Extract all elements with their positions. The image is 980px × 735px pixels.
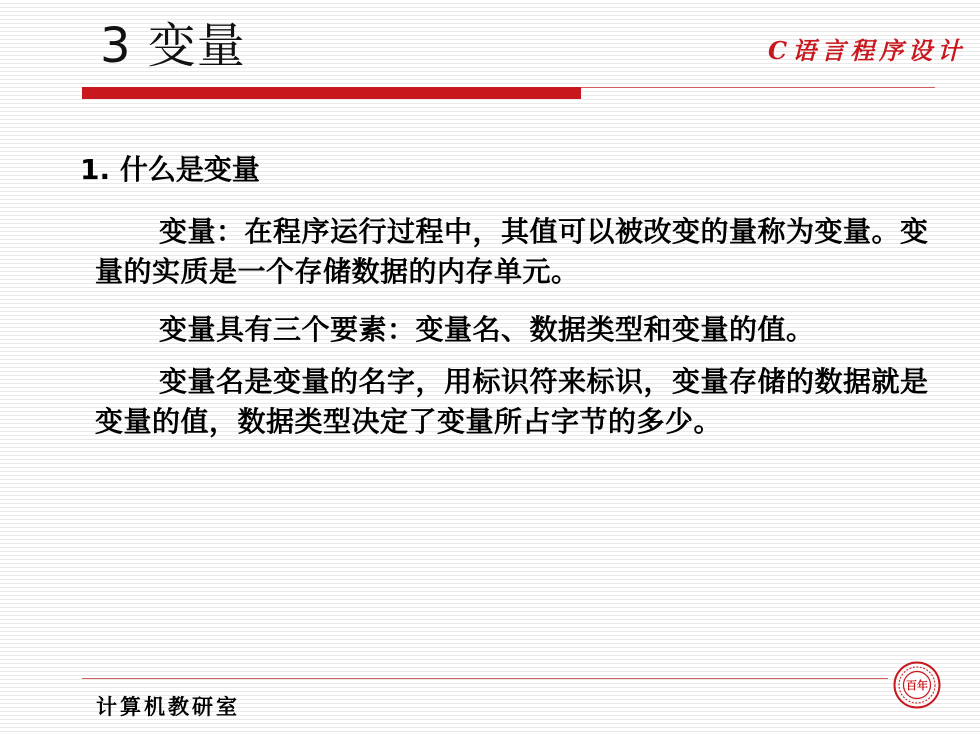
university-seal-icon: [893, 661, 941, 709]
paragraph-elements: 变量具有三个要素：变量名、数据类型和变量的值。: [159, 313, 815, 346]
footer-label: 计算机教研室: [96, 694, 240, 719]
section-number: 1.: [80, 153, 111, 186]
paragraph-definition: 变量：在程序运行过程中，其值可以被改变的量称为变量。变量的实质是一个存储数据的内存单元。: [95, 215, 929, 288]
seal-text: 百年: [906, 679, 928, 692]
brand-label: C语言程序设计: [768, 36, 967, 65]
header-divider: [581, 87, 935, 88]
header-accent-bar: [82, 87, 581, 99]
paragraph-name-value: 变量名是变量的名字，用标识符来标识，变量存储的数据就是变量的值，数据类型决定了变量所占字节的多少。: [95, 365, 929, 438]
slide-title: 3 变量: [100, 18, 246, 74]
section-heading: [80, 150, 935, 190]
slide-body: [80, 150, 935, 460]
section-heading-text: 什么是变量: [119, 153, 260, 186]
footer-divider: [82, 678, 888, 679]
